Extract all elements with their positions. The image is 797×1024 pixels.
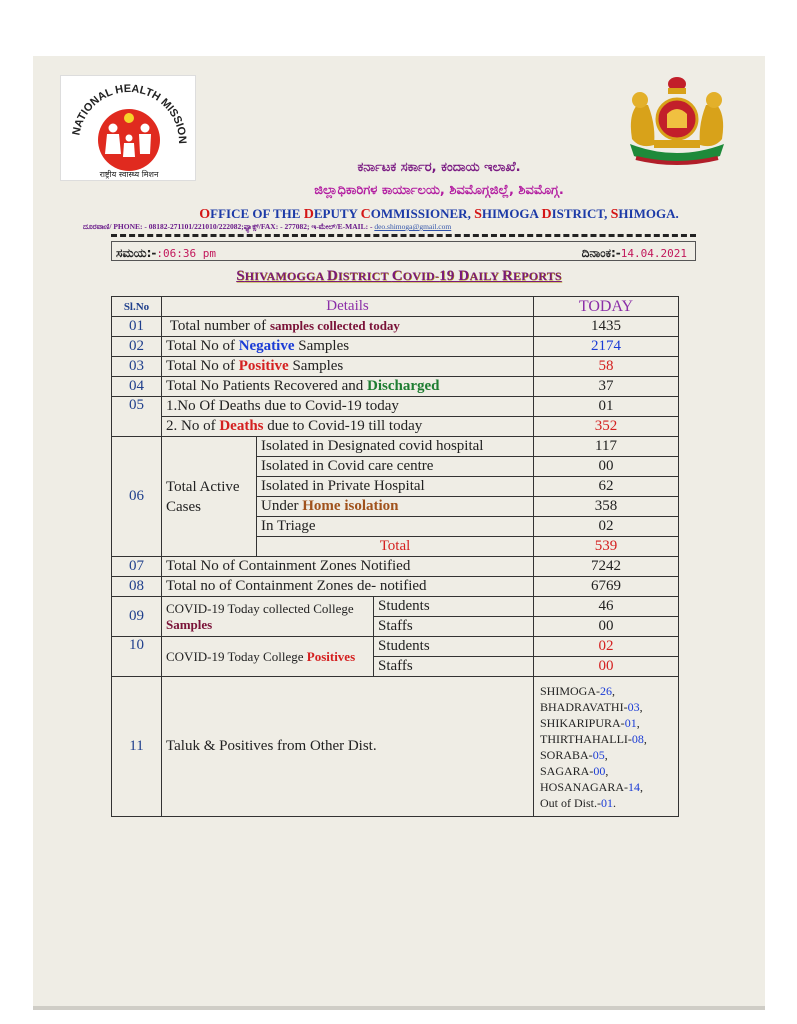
detail-text: Total number of [169, 318, 270, 334]
row-slno: 01 [112, 317, 162, 337]
table-row [112, 337, 679, 357]
detail-text: COVID-19 Today College [166, 648, 307, 664]
row-detail [162, 337, 534, 357]
taluk-list [534, 677, 679, 817]
detail-text: Total No of [166, 338, 239, 354]
time-date-bar [111, 241, 696, 261]
detail-text: Under [261, 498, 303, 514]
report-page [33, 56, 765, 1006]
total-label: Total [257, 537, 534, 557]
header-details: Details [162, 297, 534, 317]
date-value: 14.04.2021 [620, 246, 687, 260]
header-today: TODAY [534, 297, 679, 317]
table-row [112, 677, 679, 817]
row-value: 00 [534, 657, 679, 677]
detail-highlight: Deaths [219, 418, 264, 434]
table-row [112, 417, 679, 437]
office-title-part: FFICE OF THE [210, 206, 304, 221]
nhm-logo-subtitle: राष्ट्रीय स्वास्थ्य मिशन [99, 170, 159, 179]
title-part: 19 [439, 268, 455, 284]
kannada-office-line: ಜಿಲ್ಲಾಧಿಕಾರಿಗಳ ಕಾರ್ಯಾಲಯ, ಶಿವಮೊಗ್ಗಜಿಲ್ಲೆ, ಶಿವಮೊಗ್ಗ. [314, 183, 564, 198]
row-detail: Total no of Containment Zones de- notified [162, 577, 534, 597]
row-slno: 08 [112, 577, 162, 597]
title-part: D [454, 268, 470, 284]
row-value: 02 [534, 517, 679, 537]
taluk-item: SHIKARIPURA-01, [540, 715, 640, 730]
detail-highlight: Samples [166, 616, 213, 632]
title-part: OVID- [402, 269, 440, 283]
title-part: S [236, 268, 245, 284]
staffs-label: Staffs [374, 617, 534, 637]
row-detail: Total No of Containment Zones Notified [162, 557, 534, 577]
students-label: Students [374, 637, 534, 657]
row-value: 7242 [534, 557, 679, 577]
table-header-row [112, 297, 679, 317]
taluk-item: SAGARA-00, [540, 763, 609, 778]
detail-highlight: samples collected today [269, 318, 400, 333]
row-value: 37 [534, 377, 679, 397]
row-detail: 1.No Of Deaths due to Covid-19 today [162, 397, 534, 417]
time-value: :06:36 pm [156, 246, 217, 260]
title-part: R [501, 268, 513, 284]
office-title-part: D [303, 207, 314, 222]
office-title-part: HIMOGA [481, 206, 542, 221]
row-value: 2174 [534, 337, 679, 357]
row-slno: 06 [112, 437, 162, 557]
row-slno: 05 [112, 397, 162, 437]
page-shadow [33, 1006, 765, 1010]
row-slno: 09 [112, 597, 162, 637]
nhm-logo-text: NATIONAL HEALTH MISSION [70, 82, 189, 145]
office-title-part: O [199, 207, 211, 222]
detail-text: COVID-19 Today collected College [166, 600, 354, 616]
table-row [112, 317, 679, 337]
office-title-part: S [474, 207, 482, 222]
table-row [112, 397, 679, 417]
taluk-item: THIRTHAHALLI-08, [540, 731, 647, 746]
office-title-part: S [610, 207, 619, 222]
row-value: 358 [534, 497, 679, 517]
row-value: 62 [534, 477, 679, 497]
detail-text: Samples [294, 338, 350, 354]
row-value: 46 [534, 597, 679, 617]
row-detail: Isolated in Covid care centre [257, 457, 534, 477]
row-value: 352 [534, 417, 679, 437]
email-link[interactable]: deo.shimoga@gmail.com [374, 222, 452, 231]
row-slno: 02 [112, 337, 162, 357]
title-part: ISTRICT [337, 269, 392, 283]
row-detail [257, 497, 534, 517]
contact-text: ದೂರವಾಣಿ/ PHONE: - 08182-271101/221010/222082;ಫ್ಯಾಕ್ಸ್/FAX: - 277082; ಇ-ಮೇಲ್/E-MAIL: - [83, 222, 373, 231]
title-part: AILY [469, 269, 502, 283]
row-value: 117 [534, 437, 679, 457]
row-value: 58 [534, 357, 679, 377]
header-slno: Sl.No [112, 297, 162, 317]
table-row [112, 557, 679, 577]
table-row [112, 377, 679, 397]
table-row [112, 597, 679, 617]
row-detail [162, 357, 534, 377]
kannada-govt-line: ಕರ್ನಾಟಕ ಸರ್ಕಾರ, ಕಂದಾಯ ಇಲಾಖೆ. [357, 160, 521, 175]
row-value: 1435 [534, 317, 679, 337]
row-detail [162, 637, 374, 677]
taluk-item: SHIMOGA-26, [540, 683, 615, 698]
taluk-item: HOSANAGARA-14, [540, 779, 644, 794]
title-part: EPORTS [512, 269, 562, 283]
row-detail: Isolated in Private Hospital [257, 477, 534, 497]
divider [111, 234, 696, 237]
staffs-label: Staffs [374, 657, 534, 677]
table-row [112, 437, 679, 457]
row-value: 00 [534, 457, 679, 477]
row-detail: In Triage [257, 517, 534, 537]
detail-highlight: Negative [238, 338, 295, 354]
active-cases-group: Total Active Cases [162, 437, 257, 557]
office-title [73, 206, 797, 223]
taluk-item: BHADRAVATHI-03, [540, 699, 643, 714]
students-label: Students [374, 597, 534, 617]
taluk-item: Out of Dist.-01. [540, 795, 616, 810]
title-part: C [391, 268, 403, 284]
detail-highlight: Discharged [366, 378, 440, 394]
row-slno: 03 [112, 357, 162, 377]
title-part: HIVAMOGGA [244, 269, 327, 283]
table-row [112, 637, 679, 657]
detail-text: Total No of [166, 358, 239, 374]
office-title-part: OMMISSIONER, [370, 206, 475, 221]
office-title-part: ISTRICT, [551, 206, 611, 221]
detail-text: Samples [288, 358, 344, 374]
detail-highlight: Home isolation [302, 498, 399, 514]
table-row [112, 357, 679, 377]
detail-highlight: Positives [306, 648, 356, 664]
detail-text: due to Covid-19 till today [263, 418, 423, 434]
row-value: 01 [534, 397, 679, 417]
detail-highlight: Positive [238, 358, 289, 374]
office-title-part: D [541, 207, 552, 222]
detail-text: 2. No of [166, 418, 220, 434]
row-slno: 10 [112, 637, 162, 677]
office-title-part: HIMOGA. [618, 206, 679, 221]
row-detail [162, 597, 374, 637]
covid-report-table [111, 296, 679, 817]
total-value: 539 [534, 537, 679, 557]
office-title-part: EPUTY [313, 206, 361, 221]
title-part: D [326, 268, 338, 284]
date-label: ದಿನಾಂಕ:- [581, 245, 621, 260]
table-row [112, 577, 679, 597]
row-detail: Isolated in Designated covid hospital [257, 437, 534, 457]
row-detail [162, 317, 534, 337]
row-detail [162, 417, 534, 437]
time-label: ಸಮಯ:- [116, 245, 157, 260]
detail-text: Total No Patients Recovered and [166, 378, 367, 394]
karnataka-emblem [618, 74, 736, 174]
report-title [33, 268, 765, 285]
office-title-part: C [360, 207, 371, 222]
row-slno: 07 [112, 557, 162, 577]
row-detail [162, 377, 534, 397]
contact-line [83, 222, 797, 232]
row-detail: Taluk & Positives from Other Dist. [162, 677, 534, 817]
row-slno: 11 [112, 677, 162, 817]
row-value: 6769 [534, 577, 679, 597]
row-value: 00 [534, 617, 679, 637]
taluk-item: SORABA-05, [540, 747, 608, 762]
row-value: 02 [534, 637, 679, 657]
row-slno: 04 [112, 377, 162, 397]
